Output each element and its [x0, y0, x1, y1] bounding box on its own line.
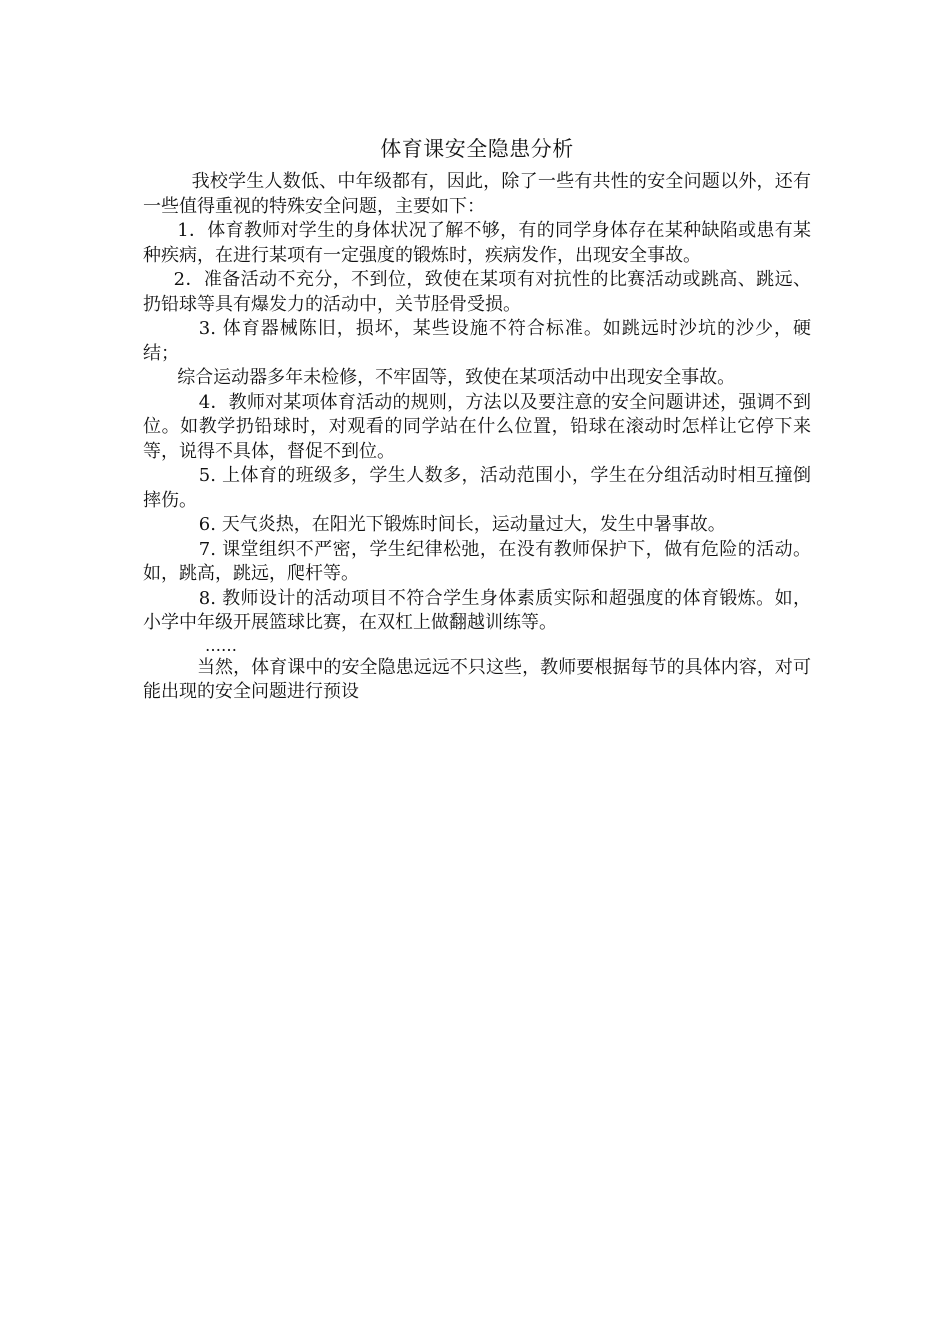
item-5-paragraph: 5. 上体育的班级多，学生人数多，活动范围小，学生在分组活动时相互撞倒摔伤。	[143, 465, 811, 511]
ellipsis-line: ……	[205, 635, 237, 655]
item-6-paragraph: 6. 天气炎热，在阳光下锻炼时间长，运动量过大，发生中暑事故。	[198, 514, 726, 535]
item-7-paragraph: 7. 课堂组织不严密，学生纪律松弛，在没有教师保护下，做有危险的活动。如，跳高，跳远，爬杆等。	[143, 538, 811, 584]
document-title: 体育课安全隐患分析	[380, 137, 574, 161]
item-8-paragraph: 8. 教师设计的活动项目不符合学生身体素质实际和超强度的体育锻炼。如，小学中年级开展篮球比赛，在双杠上做翻越训练等。	[143, 587, 811, 633]
document-page	[143, 134, 811, 705]
intro-paragraph: 我校学生人数低、中年级都有，因此，除了一些有共性的安全问题以外，还有一些值得重视的特殊安全问题，主要如下：	[143, 171, 811, 217]
item-2-paragraph: 2．准备活动不充分，不到位，致使在某项有对抗性的比赛活动或跳高、跳远、扔铅球等具有爆发力的活动中，关节胫骨受损。	[143, 269, 811, 315]
item-3-paragraph: 3. 体育器械陈旧，损坏，某些设施不符合标准。如跳远时沙坑的沙少，硬结；	[143, 318, 811, 364]
item-4-paragraph: 4．教师对某项体育活动的规则，方法以及要注意的安全问题讲述，强调不到位。如教学扔铅球时，对观看的同学站在什么位置，铅球在滚动时怎样让它停下来等，说得不具体，督促不到位。	[143, 391, 811, 462]
item-1-paragraph: 1．体育教师对学生的身体状况了解不够，有的同学身体存在某种缺陷或患有某种疾病，在进行某项有一定强度的锻炼时，疾病发作，出现安全事故。	[143, 220, 811, 266]
item-3-continued-paragraph: 综合运动器多年未检修，不牢固等，致使在某项活动中出现安全事故。	[177, 367, 736, 388]
conclusion-paragraph: 当然，体育课中的安全隐患远远不只这些，教师要根据每节的具体内容，对可能出现的安全问题进行预设	[143, 656, 811, 702]
